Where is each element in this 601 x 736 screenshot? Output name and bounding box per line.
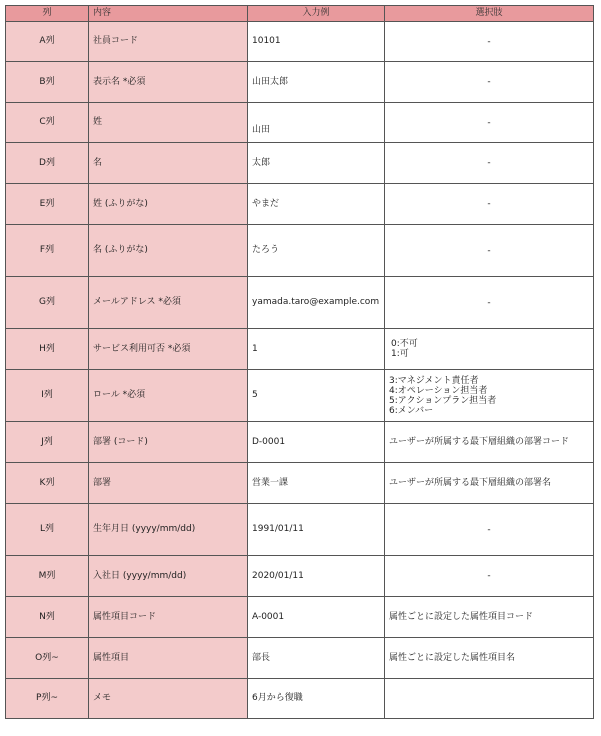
header-example: 入力例	[248, 6, 385, 22]
content-cell: 名 (ふりがな)	[89, 225, 248, 277]
choice-option: -	[487, 571, 491, 581]
header-content: 内容	[89, 6, 248, 22]
table-row	[6, 422, 594, 463]
choices-cell	[385, 638, 594, 679]
content-cell: サービス利用可否 *必須	[89, 329, 248, 370]
content-cell: 入社日 (yyyy/mm/dd)	[89, 556, 248, 597]
choice-option: -	[487, 524, 491, 535]
content-cell: 部署	[89, 463, 248, 504]
column-letter-cell: B列	[6, 62, 89, 103]
example-cell: 1	[248, 329, 385, 370]
content-cell: 名	[89, 143, 248, 184]
choices-cell	[385, 22, 594, 62]
example-cell: yamada.taro@example.com	[248, 277, 385, 329]
header-row	[6, 6, 594, 22]
column-letter-cell: I列	[6, 370, 89, 422]
choice-option: -	[487, 199, 491, 209]
choices-cell	[385, 463, 594, 504]
choice-option: ユーザーが所属する最下層組織の部署名	[389, 478, 552, 488]
content-cell: 社員コード	[89, 22, 248, 62]
choices-cell	[385, 597, 594, 638]
choice-option: -	[487, 297, 491, 308]
table-row	[6, 679, 594, 719]
choice-option: 1:可	[391, 349, 409, 359]
choices-cell	[385, 556, 594, 597]
content-cell: ロール *必須	[89, 370, 248, 422]
table-row	[6, 597, 594, 638]
table-row	[6, 556, 594, 597]
content-cell: 属性項目	[89, 638, 248, 679]
table-row	[6, 504, 594, 556]
choice-option: 6:メンバー	[389, 405, 434, 416]
table-row	[6, 225, 594, 277]
table-row	[6, 329, 594, 370]
choices-cell	[385, 679, 594, 719]
table-row	[6, 143, 594, 184]
choices-cell	[385, 103, 594, 143]
choices-cell	[385, 422, 594, 463]
table-row	[6, 22, 594, 62]
column-letter-cell: D列	[6, 143, 89, 184]
content-cell: 部署 (コード)	[89, 422, 248, 463]
example-cell: 山田太郎	[248, 62, 385, 103]
column-letter-cell: L列	[6, 504, 89, 556]
table-row	[6, 277, 594, 329]
content-cell: 姓 (ふりがな)	[89, 184, 248, 225]
table-row	[6, 463, 594, 504]
table-row	[6, 638, 594, 679]
choice-option: ユーザーが所属する最下層組織の部署コード	[389, 437, 570, 447]
table-row	[6, 62, 594, 103]
choice-option: -	[487, 117, 491, 128]
column-letter-cell: H列	[6, 329, 89, 370]
choice-option: -	[487, 158, 491, 168]
example-cell: 10101	[248, 22, 385, 62]
choice-option: 属性ごとに設定した属性項目コード	[389, 612, 534, 622]
column-letter-cell: K列	[6, 463, 89, 504]
column-letter-cell: J列	[6, 422, 89, 463]
choice-option: -	[487, 245, 491, 256]
column-letter-cell: C列	[6, 103, 89, 143]
table-row	[6, 103, 594, 143]
example-cell: 営業一課	[248, 463, 385, 504]
content-cell: 表示名 *必須	[89, 62, 248, 103]
choice-option: 属性ごとに設定した属性項目名	[389, 653, 516, 663]
example-cell: 太郎	[248, 143, 385, 184]
content-cell: 生年月日 (yyyy/mm/dd)	[89, 504, 248, 556]
table-row	[6, 184, 594, 225]
column-letter-cell: A列	[6, 22, 89, 62]
column-letter-cell: O列~	[6, 638, 89, 679]
choices-cell	[385, 225, 594, 277]
column-letter-cell: N列	[6, 597, 89, 638]
column-letter-cell: M列	[6, 556, 89, 597]
example-cell: 部長	[248, 638, 385, 679]
example-cell: D-0001	[248, 422, 385, 463]
example-cell: 2020/01/11	[248, 556, 385, 597]
column-spec-table	[5, 5, 594, 719]
column-letter-cell: F列	[6, 225, 89, 277]
choices-cell	[385, 370, 594, 422]
choices-cell	[385, 504, 594, 556]
choice-option: 5:アクションプラン担当者	[389, 395, 497, 406]
choices-cell	[385, 329, 594, 370]
choice-option: 0:不可	[391, 339, 418, 349]
example-cell: A-0001	[248, 597, 385, 638]
example-cell: 6月から復職	[248, 679, 385, 719]
content-cell: 姓	[89, 103, 248, 143]
column-letter-cell: P列~	[6, 679, 89, 719]
choice-option: 3:マネジメント責任者	[389, 375, 479, 386]
table-row	[6, 370, 594, 422]
example-cell: やまだ	[248, 184, 385, 225]
content-cell: メモ	[89, 679, 248, 719]
content-cell: メールアドレス *必須	[89, 277, 248, 329]
header-column: 列	[6, 6, 89, 22]
example-cell: 山田	[248, 103, 385, 143]
example-cell: たろう	[248, 225, 385, 277]
choices-cell	[385, 184, 594, 225]
choices-cell	[385, 62, 594, 103]
choice-option: -	[487, 36, 491, 47]
example-cell: 5	[248, 370, 385, 422]
content-cell: 属性項目コード	[89, 597, 248, 638]
choice-option: -	[487, 77, 491, 87]
example-cell: 1991/01/11	[248, 504, 385, 556]
header-choices: 選択肢	[385, 6, 594, 22]
choices-cell	[385, 143, 594, 184]
column-letter-cell: G列	[6, 277, 89, 329]
choice-option: 4:オペレーション担当者	[389, 385, 488, 396]
choices-cell	[385, 277, 594, 329]
column-letter-cell: E列	[6, 184, 89, 225]
